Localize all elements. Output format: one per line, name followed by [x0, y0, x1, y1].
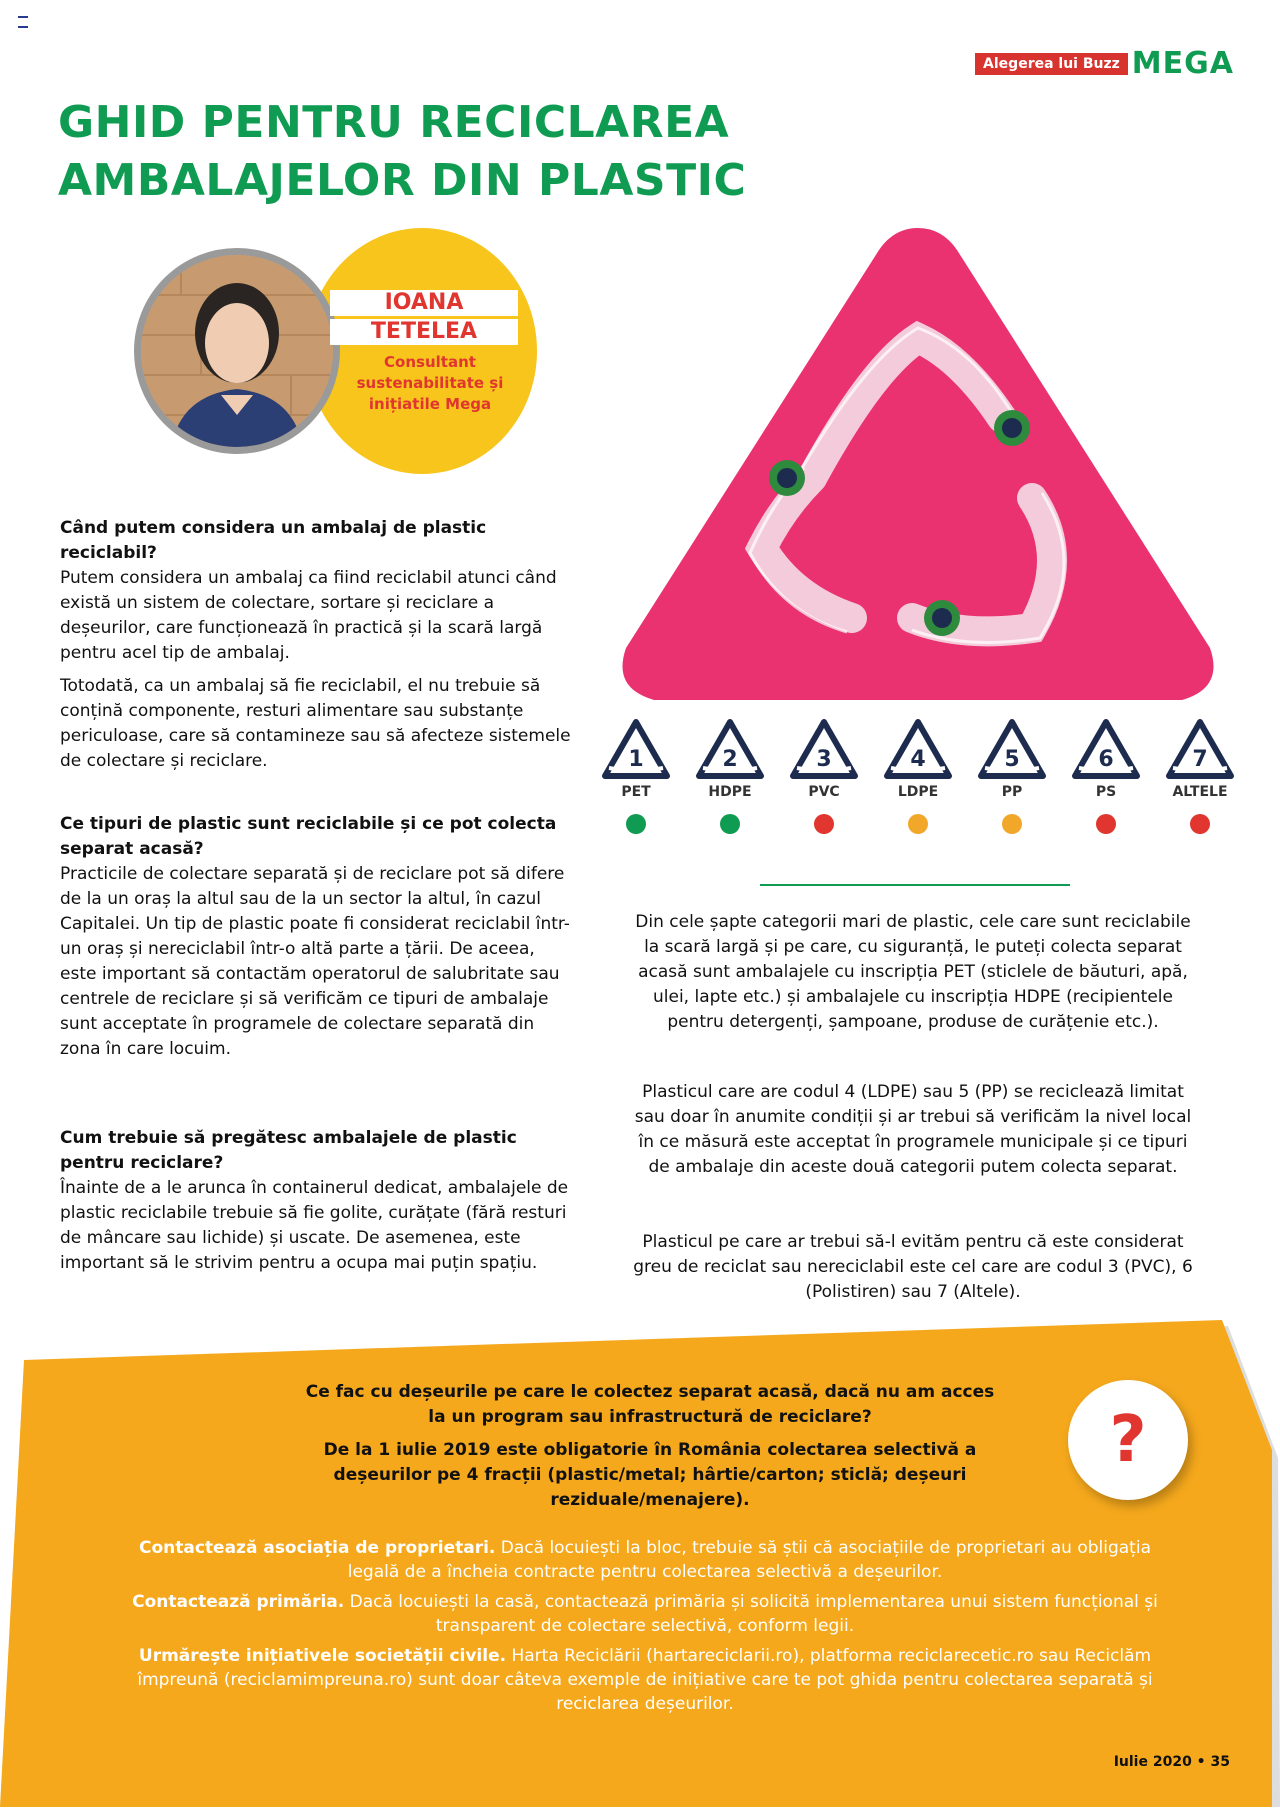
status-dot	[626, 814, 646, 834]
status-dot	[1002, 814, 1022, 834]
right-paragraph-1	[628, 910, 1198, 1035]
author-first-name: IOANA	[330, 290, 518, 316]
recycle-code-pet	[594, 718, 678, 834]
corner-mark	[18, 16, 28, 28]
tip-item	[130, 1644, 1160, 1716]
code-number: 6	[1098, 747, 1114, 772]
recycle-code-ps	[1064, 718, 1148, 834]
right-paragraph-2	[628, 1080, 1198, 1180]
recycling-codes	[594, 718, 1244, 858]
recycle-triangle-icon	[601, 718, 671, 782]
section-heading: Când putem considera un ambalaj de plastic reciclabil?	[60, 518, 487, 563]
brand-name: MEGA	[1131, 46, 1234, 81]
right-paragraph: Plasticul care are codul 4 (LDPE) sau 5 (PP) se reciclează limitat sau doar în anumite condiții și ar trebui să verificăm la nivel local în ce măsură este acceptat în programele municipale și ce tipuri de ambalaje din aceste două categorii putem colecta separat.	[634, 1082, 1192, 1177]
brand-logo	[975, 46, 1234, 81]
section-plastic-types	[60, 812, 572, 1062]
section-paragraph: Înainte de a le arunca în containerul dedicat, ambalajele de plastic reciclabile trebuie să fie golite, curățate (fără resturi de mâncare sau lichide) și uscate. De asemenea, este important să le strivim pentru a ocupa mai puțin spațiu.	[60, 1178, 569, 1273]
tip-lead: Urmărește inițiativele societății civile.	[138, 1646, 507, 1666]
code-label: PS	[1095, 784, 1117, 800]
code-number: 2	[722, 747, 738, 772]
recycle-code-altele	[1158, 718, 1242, 834]
divider	[760, 884, 1070, 886]
author-photo	[134, 248, 340, 454]
right-paragraph: Din cele șapte categorii mari de plastic, cele care sunt reciclabile la scară largă și pe care, cu siguranță, le puteți colecta separat acasă sunt ambalajele cu inscripția PET (sticlele de băuturi, apă, ulei, lapte etc.) și ambalajele cu inscripția HDPE (recipientele pentru detergenți, șampoane, produse de curățenie etc.).	[635, 912, 1191, 1032]
banner-tips	[130, 1536, 1160, 1722]
recycle-code-ldpe	[876, 718, 960, 834]
code-label: PVC	[808, 784, 840, 800]
author-role: Consultant sustenabilitate și inițiatile Mega	[356, 353, 504, 413]
recycle-code-pvc	[782, 718, 866, 834]
section-preparation	[60, 1126, 572, 1276]
plastic-bottles-recycle-icon	[612, 218, 1224, 708]
brand-tag: Alegerea lui Buzz	[975, 53, 1128, 75]
author-bubble	[307, 228, 537, 474]
title-line-1: GHID PENTRU RECICLAREA	[58, 97, 730, 148]
recycle-triangle-icon	[1071, 718, 1141, 782]
author-name	[330, 290, 518, 348]
tip-lead: Contactează primăria.	[132, 1592, 345, 1612]
banner-question: Ce fac cu deșeurile pe care le colectez separat acasă, dacă nu am acces la un program sau infrastructură de reciclare?	[305, 1382, 995, 1427]
code-number: 5	[1004, 747, 1020, 772]
status-dot	[1096, 814, 1116, 834]
code-label: PET	[621, 784, 651, 800]
recycle-code-pp	[970, 718, 1054, 834]
recycle-triangle-icon	[789, 718, 859, 782]
section-paragraph: Putem considera un ambalaj ca fiind reciclabil atunci când există un sistem de colectare, sortare și reciclare a deșeurilor, care funcționează în practică și la scară largă pentru acel tip de ambalaj.	[60, 568, 557, 663]
tip-lead: Contactează asociația de proprietari.	[139, 1538, 496, 1558]
tip-text: Dacă locuiești la bloc, trebuie să știi că asociațiile de proprietari au obligația legală de a încheia contracte pentru colectarea selectivă a deșeurilor.	[347, 1538, 1151, 1582]
recycle-triangle-icon	[883, 718, 953, 782]
recycle-code-hdpe	[688, 718, 772, 834]
recycle-triangle-icon	[1165, 718, 1235, 782]
author-last-name: TETELEA	[330, 319, 518, 345]
recycle-triangle-image	[612, 218, 1224, 708]
tip-text: Harta Reciclării (hartareciclarii.ro), platforma reciclarecetic.ro sau Reciclăm împreună (reciclamimpreuna.ro) sunt doar câteva exemple de inițiative care te pot ghida pentru colectarea separată și reciclarea deșeurilor.	[137, 1646, 1153, 1714]
status-dot	[814, 814, 834, 834]
page-title	[58, 94, 958, 210]
code-label: PP	[1001, 784, 1023, 800]
code-number: 1	[628, 747, 644, 772]
recycle-triangle-icon	[977, 718, 1047, 782]
code-label: ALTELE	[1172, 784, 1228, 800]
code-number: 7	[1192, 747, 1208, 772]
title-line-2: AMBALAJELOR DIN PLASTIC	[58, 155, 747, 206]
status-dot	[908, 814, 928, 834]
right-paragraph-3	[628, 1230, 1198, 1305]
author-portrait-icon	[141, 255, 333, 447]
banner-answer: De la 1 iulie 2019 este obligatorie în România colectarea selectivă a deșeurilor pe 4 fracții (plastic/metal; hârtie/carton; sticlă; deșeuri reziduale/menajere).	[323, 1440, 977, 1510]
status-dot	[1190, 814, 1210, 834]
page-footer: Iulie 2020 • 35	[1113, 1754, 1230, 1770]
tip-text: Dacă locuiești la casă, contactează primăria și solicită implementarea unui sistem funcțional și transparent de colectare selectivă, conform legii.	[344, 1592, 1158, 1636]
question-mark-icon: ?	[1068, 1380, 1188, 1500]
section-recyclable	[60, 516, 572, 774]
code-label: HDPE	[708, 784, 752, 800]
section-paragraph: Totodată, ca un ambalaj să fie reciclabil, el nu trebuie să conțină componente, resturi alimentare sau substanțe periculoase, care să contamineze sau să afecteze sistemele de colectare și reciclare.	[60, 676, 571, 771]
status-dot	[720, 814, 740, 834]
section-heading: Ce tipuri de plastic sunt reciclabile și ce pot colecta separat acasă?	[60, 814, 557, 859]
tip-item	[130, 1536, 1160, 1584]
tip-item	[130, 1590, 1160, 1638]
recycle-triangle-icon	[695, 718, 765, 782]
right-paragraph: Plasticul pe care ar trebui să-l evităm pentru că este considerat greu de reciclat sau nereciclabil este cel care are codul 3 (PVC), 6 (Polistiren) sau 7 (Altele).	[633, 1232, 1193, 1302]
code-number: 3	[816, 747, 832, 772]
code-number: 4	[910, 747, 926, 772]
section-heading: Cum trebuie să pregătesc ambalajele de plastic pentru reciclare?	[60, 1128, 517, 1173]
code-label: LDPE	[897, 784, 939, 800]
section-paragraph: Practicile de colectare separată și de reciclare pot să difere de la un oraș la altul sau de la un sector la altul, în cazul Capitalei. Un tip de plastic poate fi considerat reciclabil într-un oraș și nereciclabil într-o altă parte a țării. De aceea, este important să contactăm operatorul de salubritate sau centrele de reciclare și să verificăm ce tipuri de ambalaje sunt acceptate în programele de colectare separată din zona în care locuim.	[60, 864, 570, 1059]
